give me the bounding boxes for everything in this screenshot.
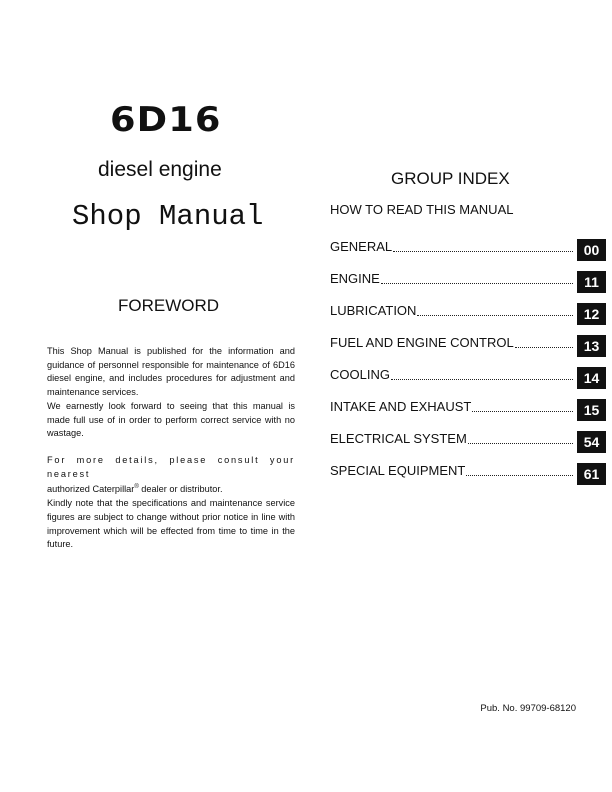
group-index-row-special[interactable] [330,454,606,486]
dot-leader [466,465,573,476]
dot-leader [472,401,573,412]
group-index-row-engine[interactable] [330,262,606,294]
dot-leader [515,337,573,348]
group-label: ENGINE [330,270,380,286]
group-index-row-cooling[interactable] [330,358,606,390]
foreword-paragraph-3 [47,454,295,497]
group-label: FUEL AND ENGINE CONTROL [330,334,514,350]
group-index-row-fuel[interactable] [330,326,606,358]
group-label: GENERAL [330,238,393,254]
foreword-paragraph-2: We earnestly look forward to seeing that this manual is made full use of in order to perform correct service with no wastage. [47,400,295,439]
group-label: INTAKE AND EXHAUST [330,398,472,414]
group-label: ELECTRICAL SYSTEM [330,430,467,446]
foreword-paragraph-3-end: dealer or distributor. [138,484,223,495]
model-title: 6D16 [110,100,222,140]
foreword-body [47,345,295,552]
engine-subtitle: diesel engine [98,158,222,181]
group-number-badge: 12 [577,303,606,325]
group-index-row-intake[interactable] [330,390,606,422]
group-label: LUBRICATION [330,302,417,318]
dot-leader [417,305,573,316]
group-label: COOLING [330,366,390,382]
dot-leader [391,369,573,380]
publication-number: Pub. No. 99709-68120 [480,703,576,714]
group-index-row-electrical[interactable] [330,422,606,454]
group-index-row-general[interactable] [330,230,606,262]
dot-leader [381,273,573,284]
paragraph-gap [47,441,295,454]
group-number-badge: 54 [577,431,606,453]
dot-leader [468,433,573,444]
foreword-paragraph-4: Kindly note that the specifications and maintenance service figures are subject to change without prior notice in line with improvement which will be effected from time to time in the future. [47,498,295,550]
group-number-badge: 13 [577,335,606,357]
registered-mark: ® [134,484,139,491]
manual-title: Shop Manual [72,200,264,233]
group-number-badge: 11 [577,271,606,293]
foreword-paragraph-3-first-line: For more details, please consult your nearest [47,454,295,479]
group-index-list [330,230,606,486]
foreword-heading: FOREWORD [118,296,220,315]
how-to-read-link[interactable]: HOW TO READ THIS MANUAL [330,202,514,217]
group-number-badge: 14 [577,367,606,389]
foreword-paragraph-3-dealer: authorized Caterpillar [47,484,135,495]
group-index-row-lubrication[interactable] [330,294,606,326]
foreword-paragraph-1: This Shop Manual is published for the information and guidance of personnel responsible for maintenance of 6D16 diesel engine, and includes procedures for adjustment and maintenance services. [47,346,295,398]
group-number-badge: 61 [577,463,606,485]
group-number-badge: 15 [577,399,606,421]
dot-leader [393,241,573,252]
group-label: SPECIAL EQUIPMENT [330,462,466,478]
group-number-badge: 00 [577,239,606,261]
group-index-heading: GROUP INDEX [391,169,510,188]
